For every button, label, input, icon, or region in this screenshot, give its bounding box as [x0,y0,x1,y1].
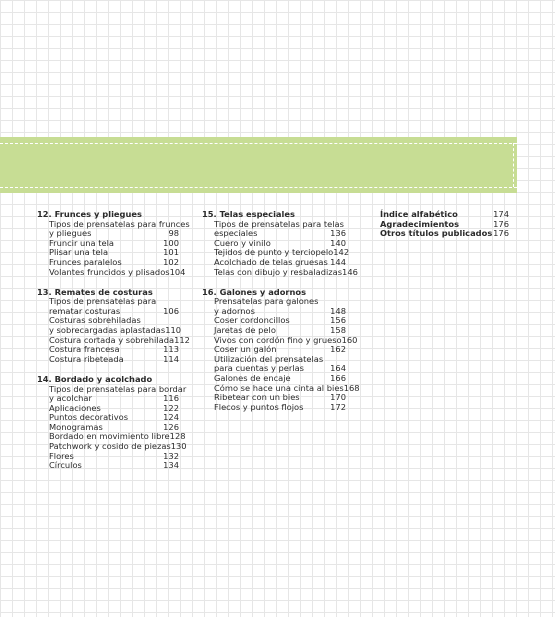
toc-column-1 [37,209,190,481]
entry-page: 140 [330,237,346,248]
entry-title: Ribetear con un bies [214,392,300,403]
entry-page: 172 [330,401,346,412]
entry-title: Agradecimientos [380,218,460,229]
entry-page [344,220,358,230]
entry-title: Coser cordoncillos [214,315,290,326]
toc-section-15 [202,209,358,277]
entry-title: Cuero y vinilo [214,237,271,248]
entry-page: 146 [342,266,358,277]
section-heading: 16. Galones y adornos [202,286,307,297]
green-banner [0,137,517,193]
entry-page: 142 [333,247,350,258]
entry-title: Acolchado de telas gruesas [214,256,328,267]
entry-title: Patchwork y cosido de piezas [49,441,171,452]
toc-column-2 [202,209,360,423]
entry-page: 148 [330,305,346,316]
entry-page: 134 [163,460,179,471]
toc-column-3 [380,210,509,239]
entry-page: 104 [169,266,186,277]
entry-title: y adornos [214,305,255,316]
stitch-line-top [0,143,517,144]
section-heading: 15. Telas especiales [202,209,295,219]
entry-page: 126 [163,421,179,432]
entry-page: 122 [163,402,179,413]
entry-title: Bordado en movimiento libre [49,431,170,442]
entry-page: 170 [330,392,346,403]
entry-page: 176 [493,218,509,229]
entry-title: especiales [214,228,258,239]
entry-title: Frunces paralelos [49,256,122,267]
entry-title: Flores [49,450,74,461]
entry-title: Prensatelas para galones [214,296,319,307]
toc-section-12 [37,209,190,277]
toc-entry [37,266,186,278]
entry-page: 128 [169,431,186,442]
entry-page: 113 [163,344,179,355]
entry-page: 164 [330,363,346,374]
entry-title: Plisar una tela [49,247,109,258]
entry-title: Círculos [49,460,82,471]
entry-title: Utilización del prensatelas [214,353,324,364]
entry-title: Telas con dibujo y resbaladizas [214,266,343,277]
entry-page: 132 [163,450,179,461]
entry-title: Jaretas de pelo [214,325,276,336]
toc-entry-other-titles [380,229,509,239]
stitch-line-bottom [0,187,517,188]
entry-title: para cuentas y perlas [214,363,305,374]
entry-page: 112 [174,334,190,345]
entry-page: 136 [330,228,346,239]
toc-section-13 [37,286,190,365]
toc-entry [202,266,358,278]
toc-entry [37,461,179,471]
entry-title: Galones de encaje [214,373,291,383]
entry-page [186,385,200,395]
section-heading: 13. Remates de costuras [37,286,153,297]
entry-page: 168 [343,382,360,393]
entry-page: 174 [493,209,509,219]
entry-page: 124 [163,412,179,423]
entry-title: Aplicaciones [49,402,101,413]
entry-title: Vivos con cordón fino y grueso [214,334,342,345]
entry-page: 176 [493,228,509,239]
entry-title: Flecos y puntos flojos [214,401,304,412]
stitch-line-end [513,143,514,187]
entry-page: 101 [163,247,179,258]
entry-page: 130 [170,441,187,452]
entry-page: 162 [330,344,346,355]
entry-title: Tejidos de punto y terciopelo [214,247,334,258]
entry-title: Costura ribeteada [49,353,124,364]
entry-title: Puntos decorativos [49,412,129,423]
entry-page: 106 [163,305,179,316]
entry-title: y pliegues [49,228,92,239]
entry-page: 110 [165,325,182,336]
entry-title: Fruncir una tela [49,237,114,248]
entry-title: Índice alfabético [380,209,458,219]
entry-title: Tipos de prensatelas para frunces [49,218,190,229]
toc-entry [202,403,346,413]
entry-title: Tipos de prensatelas para [49,296,157,307]
entry-page: 116 [163,393,179,404]
entry-title: Costura cortada y sobrehilada [49,334,175,345]
entry-page: 98 [168,228,179,239]
entry-title: Tipos de prensatelas para telas [214,218,344,229]
toc-section-16 [202,286,360,413]
entry-page: 114 [163,353,179,364]
entry-page: 160 [341,334,358,345]
entry-title: y acolchar [49,393,92,404]
entry-title: Costuras sobrehiladas [49,315,141,326]
entry-title: Tipos de prensatelas para bordar [49,383,187,394]
entry-title: Coser un galón [214,344,277,355]
section-heading: 12. Frunces y pliegues [37,209,142,219]
entry-page: 158 [330,325,346,336]
entry-page: 166 [330,373,346,383]
entry-page: 144 [330,256,346,267]
entry-title: Costura francesa [49,344,120,355]
entry-page: 100 [163,237,179,248]
entry-title: Volantes fruncidos y plisados [49,266,170,277]
entry-title: y sobrecargadas aplastadas [49,325,166,336]
entry-title: Monogramas [49,421,103,432]
entry-title: Otros títulos publicados [380,228,493,239]
entry-title: rematar costuras [49,305,121,316]
section-heading: 14. Bordado y acolchado [37,373,153,384]
entry-title: Cómo se hace una cinta al bies [214,382,344,393]
entry-page: 156 [330,315,346,326]
toc-entry [37,355,179,365]
toc-section-14 [37,373,187,471]
entry-page: 102 [163,256,179,267]
